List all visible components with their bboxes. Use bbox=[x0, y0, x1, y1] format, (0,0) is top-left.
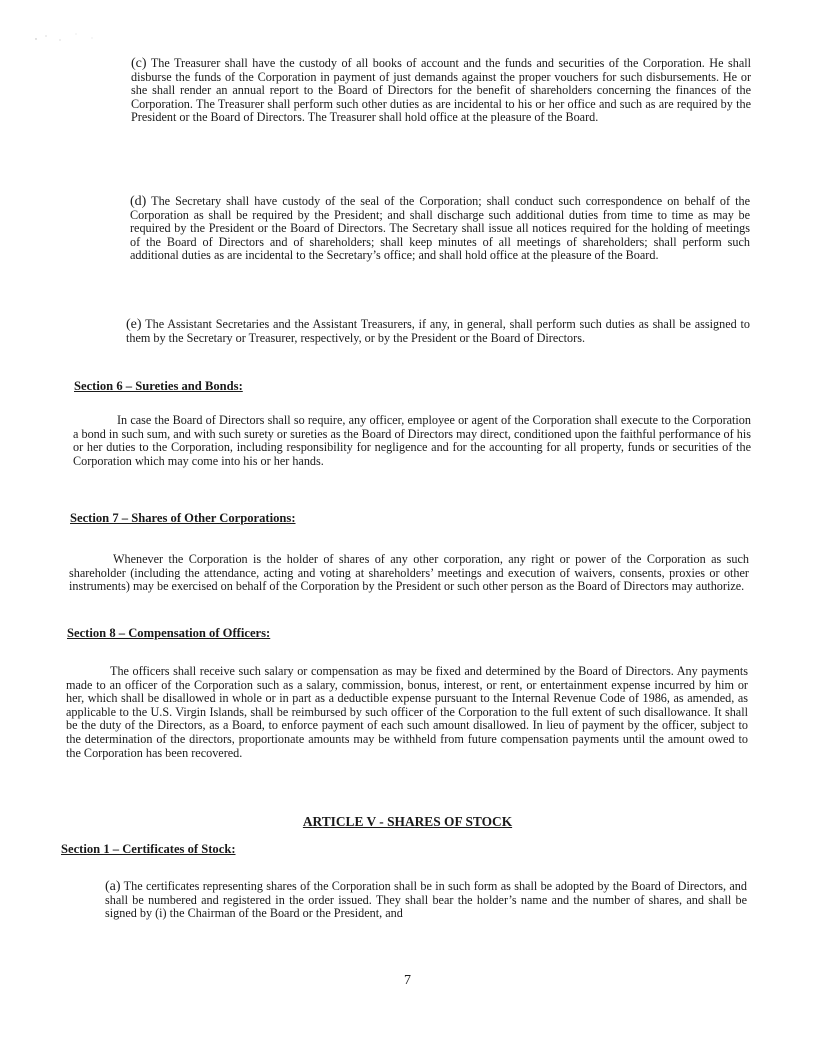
paragraph-label: (a) bbox=[105, 879, 121, 894]
paragraph-text: The Secretary shall have custody of the seal of the Corporation; shall conduct such correspondence on behalf of the Corporation as shall be required by the President; and shall discharge such additional duties from time to time as may be required by the President or the Board of Directors. The Secretary shall issue all notices required for the holding of meetings of the Board of Directors and of shareholders; shall keep minutes of all meetings of shareholders; shall perform such additional duties as are incidental to the Secretary’s office; and shall hold office at the pleasure of the Board. bbox=[130, 194, 750, 263]
page-number: 7 bbox=[404, 973, 411, 988]
section-6-heading: Section 6 – Sureties and Bonds: bbox=[74, 379, 243, 393]
section-7-heading: Section 7 – Shares of Other Corporations: bbox=[70, 511, 296, 525]
article-section-1-heading: Section 1 – Certificates of Stock: bbox=[61, 842, 236, 856]
paragraph-label: (d) bbox=[130, 194, 147, 209]
paragraph-certificates bbox=[105, 880, 747, 921]
section-8-heading: Section 8 – Compensation of Officers: bbox=[67, 626, 271, 640]
section-6-body bbox=[73, 414, 751, 468]
paragraph-label: (c) bbox=[131, 56, 147, 71]
paragraph-label: (e) bbox=[126, 317, 142, 332]
paragraph-text: The Treasurer shall have the custody of all books of account and the funds and securities of the Corporation. He shall disburse the funds of the Corporation in payment of just demands against the proper vouchers for such disbursements. He or she shall render an annual report to the Board of Directors for the benefit of shareholders concerning the finances of the Corporation. The Treasurer shall perform such other duties as are incidental to his or her office and such as are required by the President or the Board of Directors. The Treasurer shall hold office at the pleasure of the Board. bbox=[131, 56, 752, 125]
section-6-text: In case the Board of Directors shall so require, any officer, employee or agent of the Corporation shall execute to the Corporation a bond in such sum, and with such surety or sureties as the Board of Directors may direct, conditioned upon the faithful performance of his or her duties to the Corporation, including responsibility for negligence and for the accounting for all property, funds or securities of the Corporation which may come into his or her hands. bbox=[73, 413, 751, 468]
section-8-body bbox=[66, 665, 748, 760]
paragraph-text: The certificates representing shares of the Corporation shall be in such form as shall be adopted by the Board of Directors, and shall be numbered and registered in the order issued. They shall bear the holder’s name and the number of shares, and shall be signed by (i) the Chairman of the Board or the President, and bbox=[105, 879, 747, 921]
section-7-text: Whenever the Corporation is the holder of shares of any other corporation, any right or power of the Corporation as such shareholder (including the attendance, acting and voting at shareholders’ meetings and execution of waivers, consents, proxies or other instruments) may be exercised on behalf of the Corporation by the President or such other person as the Board of Directors may authorize. bbox=[69, 552, 749, 594]
paragraph-treasurer bbox=[131, 57, 751, 125]
paragraph-assistants bbox=[126, 318, 750, 345]
section-8-text: The officers shall receive such salary or compensation as may be fixed and determined by the Board of Directors. Any payments made to an officer of the Corporation such as a salary, commission, bonus, interest, or rent, or entertainment expense incurred by him or her, which shall be disallowed in whole or in part as a deductible expense pursuant to the Internal Revenue Code of 1986, as amended, as applicable to the U.S. Virgin Islands, shall be reimbursed by such officer of the Corporation to the full extent of such disallowance. It shall be the duty of the Directors, as a Board, to enforce payment of each such amount disallowed. In lieu of payment by the officer, subject to the determination of the directors, proportionate amounts may be withheld from future compensation payments until the amount owed to the Corporation has been recovered. bbox=[66, 664, 748, 760]
article-title: ARTICLE V - SHARES OF STOCK bbox=[302, 814, 513, 829]
paragraph-secretary bbox=[130, 195, 750, 263]
section-7-body bbox=[69, 553, 749, 594]
scan-artifact bbox=[32, 30, 102, 44]
paragraph-text: The Assistant Secretaries and the Assistant Treasurers, if any, in general, shall perform such duties as shall be assigned to them by the Secretary or Treasurer, respectively, or by the President or the Board of Directors. bbox=[126, 317, 750, 345]
